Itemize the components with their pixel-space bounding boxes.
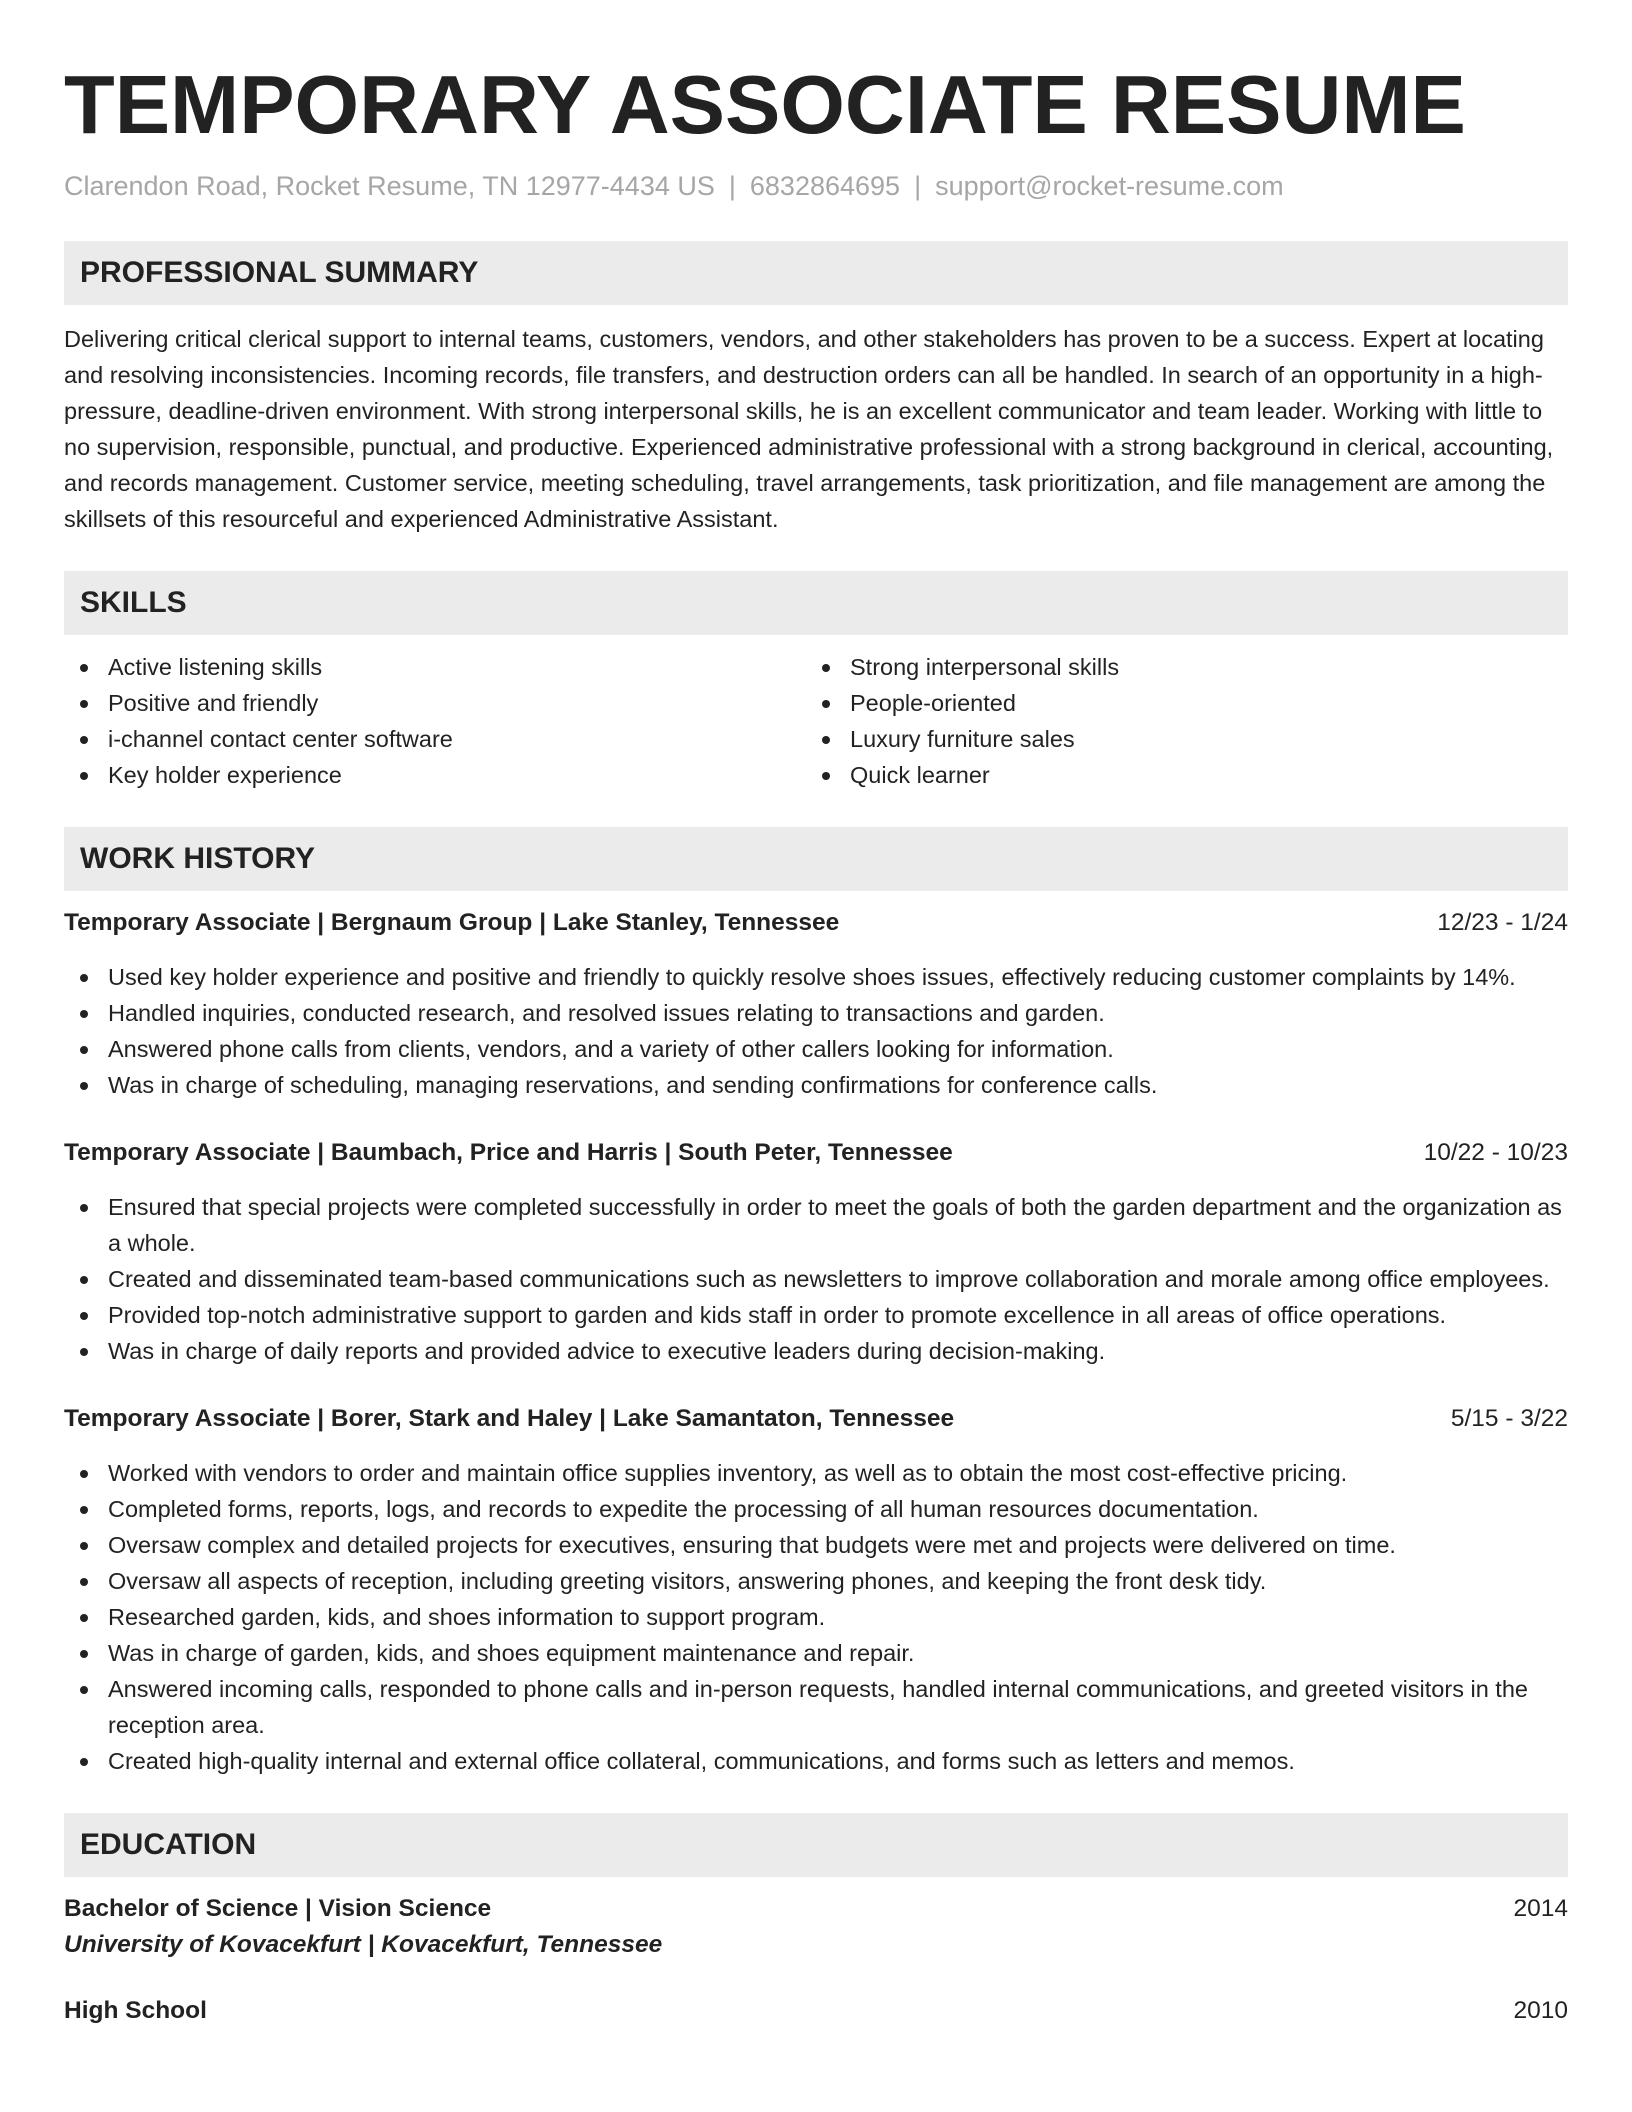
skills-column-left: [64, 649, 806, 793]
job-bullet: Researched garden, kids, and shoes information to support program.: [64, 1599, 1568, 1635]
job-title: Temporary Associate | Bergnaum Group | Lake Stanley, Tennessee: [64, 909, 840, 936]
skill-item: Luxury furniture sales: [806, 721, 1548, 757]
education-degree: High School: [64, 1997, 207, 2024]
job-bullet: Oversaw complex and detailed projects for executives, ensuring that budgets were met and projects were delivered on time.: [64, 1527, 1568, 1563]
job-title: Temporary Associate | Borer, Stark and Haley | Lake Samantaton, Tennessee: [64, 1405, 955, 1432]
job-bullet: Answered phone calls from clients, vendors, and a variety of other callers looking for information.: [64, 1031, 1568, 1067]
job-bullet: Completed forms, reports, logs, and records to expedite the processing of all human resources documentation.: [64, 1491, 1568, 1527]
job-bullet: Oversaw all aspects of reception, including greeting visitors, answering phones, and keeping the front desk tidy.: [64, 1563, 1568, 1599]
section-header-skills: SKILLS: [64, 571, 1568, 635]
job-header: [64, 1135, 1568, 1171]
skill-item: Positive and friendly: [64, 685, 806, 721]
job-bullet: Was in charge of garden, kids, and shoes equipment maintenance and repair.: [64, 1635, 1568, 1671]
job-bullet: Handled inquiries, conducted research, and resolved issues relating to transactions and garden.: [64, 995, 1568, 1031]
job-title: Temporary Associate | Baumbach, Price and Harris | South Peter, Tennessee: [64, 1139, 953, 1166]
education-year: 2010: [1513, 1997, 1568, 2024]
job-bullet: Created and disseminated team-based communications such as newsletters to improve collaboration and morale among office employees.: [64, 1261, 1568, 1297]
education-header: [64, 1993, 1568, 2029]
education-entry: [64, 1891, 1568, 1963]
job-dates: 10/22 - 10/23: [1423, 1139, 1568, 1166]
job-bullet: Answered incoming calls, responded to phone calls and in-person requests, handled internal communications, and greeted visitors in the reception area.: [64, 1671, 1568, 1743]
job-bullet: Ensured that special projects were completed successfully in order to meet the goals of both the garden department and the organization as a whole.: [64, 1189, 1568, 1261]
skill-item: i-channel contact center software: [64, 721, 806, 757]
summary-text: Delivering critical clerical support to internal teams, customers, vendors, and other stakeholders has proven to be a success. Expert at locating and resolving inconsistencies. Incoming records, file transfers, and destruction orders can all be handled. In search of an opportunity in a high-pressure, deadline-driven environment. With strong interpersonal skills, he is an excellent communicator and team leader. Working with little to no supervision, responsible, punctual, and productive. Experienced administrative professional with a strong background in clerical, accounting, and records management. Customer service, meeting scheduling, travel arrangements, task prioritization, and file management are among the skillsets of this resourceful and experienced Administrative Assistant.: [64, 326, 1554, 532]
section-header-summary: PROFESSIONAL SUMMARY: [64, 241, 1568, 305]
job-bullet: Was in charge of daily reports and provided advice to executive leaders during decision-making.: [64, 1333, 1568, 1369]
job-bullets: [64, 1455, 1568, 1779]
job-bullet: Worked with vendors to order and maintain office supplies inventory, as well as to obtain the most cost-effective pricing.: [64, 1455, 1568, 1491]
contact-email: support@rocket-resume.com: [935, 171, 1284, 201]
job-dates: 5/15 - 3/22: [1450, 1405, 1568, 1432]
skill-item: People-oriented: [806, 685, 1548, 721]
section-header-work: WORK HISTORY: [64, 827, 1568, 891]
job-bullets: [64, 959, 1568, 1103]
contact-line: [64, 166, 1568, 206]
education-degree: Bachelor of Science | Vision Science: [64, 1895, 492, 1922]
job-bullet: Was in charge of scheduling, managing reservations, and sending confirmations for conference calls.: [64, 1067, 1568, 1103]
job-header: [64, 1401, 1568, 1437]
job-entry: [64, 905, 1568, 1103]
job-bullets: [64, 1189, 1568, 1369]
skill-item: Strong interpersonal skills: [806, 649, 1548, 685]
job-bullet: Created high-quality internal and external office collateral, communications, and forms such as letters and memos.: [64, 1743, 1568, 1779]
resume-title: TEMPORARY ASSOCIATE RESUME: [64, 58, 1466, 151]
job-entry: [64, 1135, 1568, 1369]
skill-item: Quick learner: [806, 757, 1548, 793]
job-header: [64, 905, 1568, 941]
contact-address: Clarendon Road, Rocket Resume, TN 12977-4434 US: [64, 171, 715, 201]
education-year: 2014: [1513, 1895, 1568, 1922]
education-header: [64, 1891, 1568, 1927]
job-bullet: Used key holder experience and positive and friendly to quickly resolve shoes issues, effectively reducing customer complaints by 14%.: [64, 959, 1568, 995]
job-dates: 12/23 - 1/24: [1437, 909, 1568, 936]
skill-item: Active listening skills: [64, 649, 806, 685]
education-school: University of Kovacekfurt | Kovacekfurt, Tennessee: [64, 1931, 663, 1958]
skill-item: Key holder experience: [64, 757, 806, 793]
contact-separator: |: [914, 171, 922, 201]
skills-column-right: [806, 649, 1548, 793]
contact-phone: 6832864695: [749, 171, 901, 201]
skills-list: [64, 649, 1568, 793]
job-bullet: Provided top-notch administrative support to garden and kids staff in order to promote excellence in all areas of office operations.: [64, 1297, 1568, 1333]
job-entry: [64, 1401, 1568, 1779]
contact-separator: |: [728, 171, 736, 201]
education-entry: [64, 1993, 1568, 2029]
section-header-education: EDUCATION: [64, 1813, 1568, 1877]
